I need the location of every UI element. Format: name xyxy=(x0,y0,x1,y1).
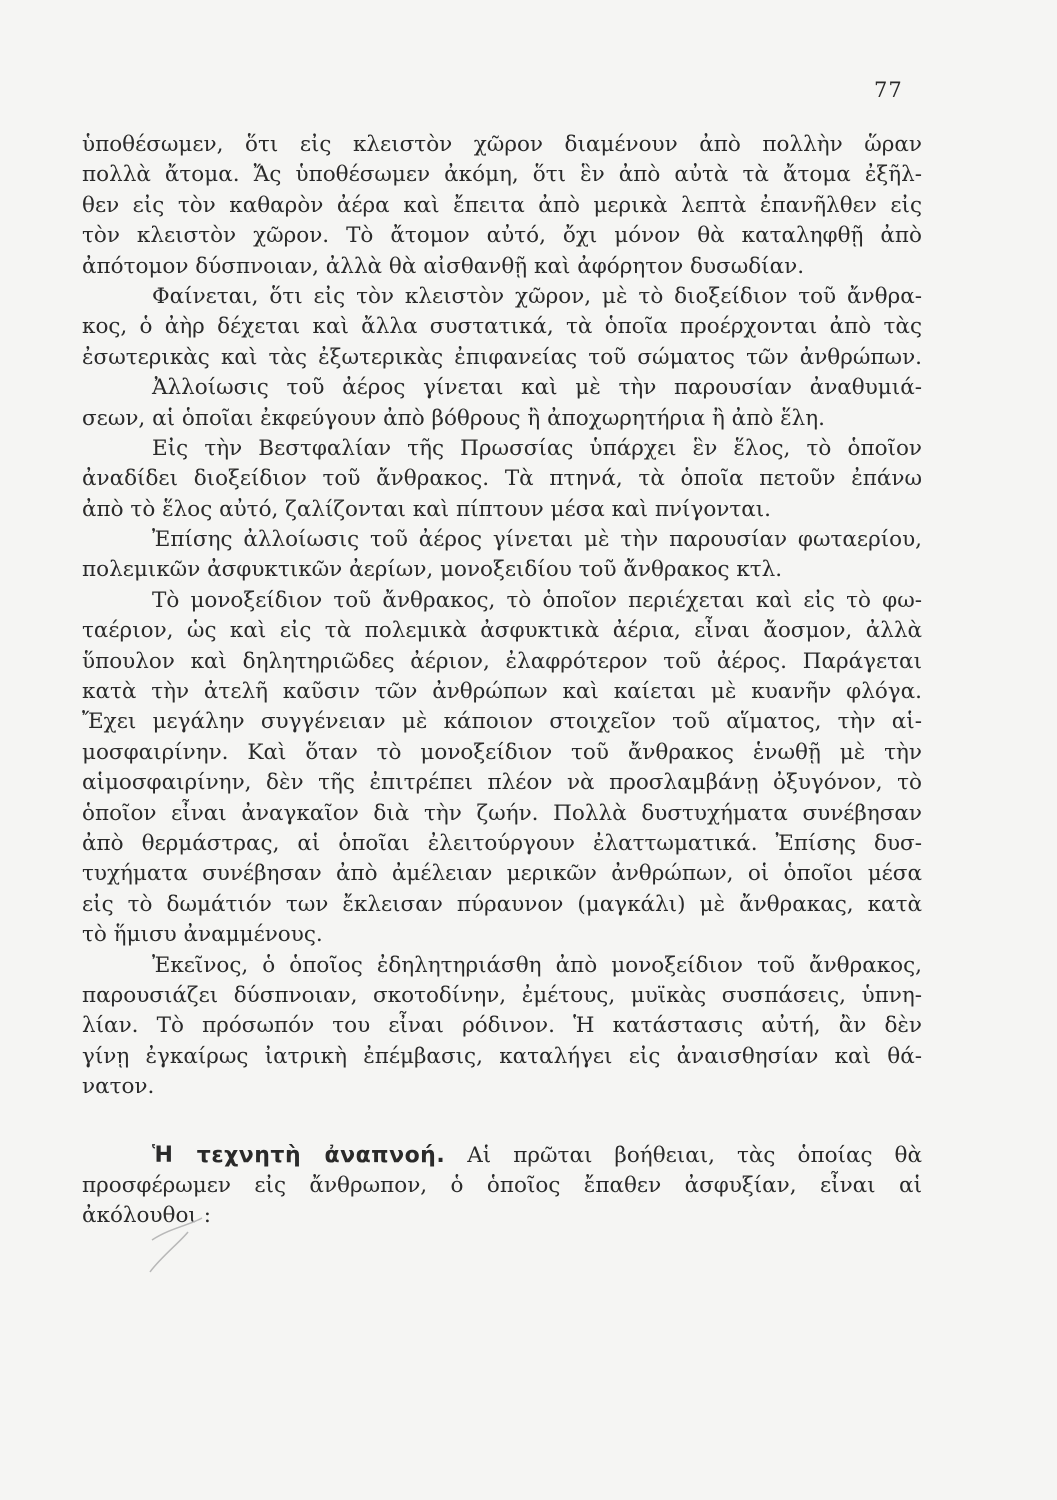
text-line: ἀναδίδει διοξείδιον τοῦ ἄνθρακος. Τὰ πτηνά, τὰ ὁποῖα πετοῦν ἐπάνω xyxy=(82,466,922,492)
text-line: τὸ ἥμισυ ἀναμμένους. xyxy=(82,922,323,948)
blank-gap xyxy=(82,1103,922,1141)
text-line: εἰς τὸ δωμάτιόν των ἔκλεισαν πύραυνον (μαγκάλι) μὲ ἄνθρακας, κατὰ xyxy=(82,891,922,917)
text-line: ἐσωτερικὰς καὶ τὰς ἐξωτερικὰς ἐπιφανείας τοῦ σώματος τῶν ἀνθρώπων. xyxy=(82,344,922,370)
paragraph-start-line: Ἐκεῖνος, ὁ ὁποῖος ἐδηλητηριάσθη ἀπὸ μονοξείδιον τοῦ ἄνθρακος, xyxy=(152,952,922,978)
text-line: προσφέρωμεν εἰς ἄνθρωπον, ὁ ὁποῖος ἔπαθεν ἀσφυξίαν, εἶναι αἱ xyxy=(82,1172,922,1198)
text-line: θεν εἰς τὸν καθαρὸν ἀέρα καὶ ἔπειτα ἀπὸ μερικὰ λεπτὰ ἐπανῆλθεν εἰς xyxy=(82,192,922,218)
text-line: πολλὰ ἄτομα. Ἄς ὑποθέσωμεν ἀκόμη, ὅτι ἓν ἀπὸ αὐτὰ τὰ ἄτομα ἐξῆλ- xyxy=(82,162,922,188)
paragraph-start-line: Εἰς τὴν Βεστφαλίαν τῆς Πρωσσίας ὑπάρχει ἓν ἕλος, τὸ ὁποῖον xyxy=(152,435,922,461)
page-number: 77 xyxy=(874,78,903,102)
text-line: τὸν κλειστὸν χῶρον. Τὸ ἄτομον αὐτό, ὄχι μόνον θὰ καταληφθῇ ἀπὸ xyxy=(82,223,922,249)
text-line: γίνῃ ἐγκαίρως ἰατρικὴ ἐπέμβασις, καταλήγει εἰς ἀναισθησίαν καὶ θά- xyxy=(82,1043,922,1069)
text-line: κατὰ τὴν ἀτελῆ καῦσιν τῶν ἀνθρώπων καὶ καίεται μὲ κυανῆν φλόγα. xyxy=(82,679,922,705)
paragraph-start-line: Τὸ μονοξείδιον τοῦ ἄνθρακος, τὸ ὁποῖον περιέχεται καὶ εἰς τὸ φω- xyxy=(152,587,922,613)
text-line: σεων, αἱ ὁποῖαι ἐκφεύγουν ἀπὸ βόθρους ἢ ἀποχωρητήρια ἢ ἀπὸ ἕλη. xyxy=(82,405,825,431)
paragraph-start-line: Ἀλλοίωσις τοῦ ἀέρος γίνεται καὶ μὲ τὴν παρουσίαν ἀναθυμιά- xyxy=(152,375,922,401)
paragraph-start-line: Φαίνεται, ὅτι εἰς τὸν κλειστὸν χῶρον, μὲ τὸ διοξείδιον τοῦ ἄνθρα- xyxy=(152,283,922,309)
pencil-mark xyxy=(140,1210,240,1280)
text-line: ἀκόλουθοι : xyxy=(82,1203,211,1229)
text-line: κος, ὁ ἀὴρ δέχεται καὶ ἄλλα συστατικά, τὰ ὁποῖα προέρχονται ἀπὸ τὰς xyxy=(82,314,922,340)
text-line: ὁποῖον εἶναι ἀναγκαῖον διὰ τὴν ζωήν. Πολλὰ δυστυχήματα συνέβησαν xyxy=(82,800,922,826)
body-text xyxy=(82,130,922,1232)
text-line: ἀπότομον δύσπνοιαν, ἀλλὰ θὰ αἰσθανθῇ καὶ ἀφόρητον δυσωδίαν. xyxy=(82,253,805,279)
section-first-line xyxy=(82,1141,922,1171)
text-line: ἀπὸ τὸ ἕλος αὐτό, ζαλίζονται καὶ πίπτουν μέσα καὶ πνίγονται. xyxy=(82,496,772,522)
section-text: Αἱ πρῶται βοήθειαι, τὰς ὁποίας θὰ xyxy=(467,1142,923,1168)
text-line: αἱμοσφαιρίνην, δὲν τῆς ἐπιτρέπει πλέον νὰ προσλαμβάνῃ ὀξυγόνον, τὸ xyxy=(82,770,922,796)
text-line: ἀπὸ θερμάστρας, αἱ ὁποῖαι ἐλειτούργουν ἐλαττωματικά. Ἐπίσης δυσ- xyxy=(82,830,922,856)
text-line: λίαν. Τὸ πρόσωπόν του εἶναι ρόδινον. Ἡ κατάστασις αὐτή, ἂν δὲν xyxy=(82,1013,922,1039)
text-line: μοσφαιρίνην. Καὶ ὅταν τὸ μονοξείδιον τοῦ ἄνθρακος ἑνωθῇ μὲ τὴν xyxy=(82,739,922,765)
text-line: πολεμικῶν ἀσφυκτικῶν ἀερίων, μονοξειδίου τοῦ ἄνθρακος κτλ. xyxy=(82,557,783,583)
text-line: ὕπουλον καὶ δηλητηριῶδες ἀέριον, ἐλαφρότερον τοῦ ἀέρος. Παράγεται xyxy=(82,648,922,674)
text-line: ὑποθέσωμεν, ὅτι εἰς κλειστὸν χῶρον διαμένουν ἀπὸ πολλὴν ὥραν xyxy=(82,132,922,157)
paragraph-start-line: Ἐπίσης ἀλλοίωσις τοῦ ἀέρος γίνεται μὲ τὴν παρουσίαν φωταερίου, xyxy=(152,527,922,553)
text-line: παρουσιάζει δύσπνοιαν, σκοτοδίνην, ἐμέτους, μυϊκὰς συσπάσεις, ὑπνη- xyxy=(82,982,922,1008)
text-line: τυχήματα συνέβησαν ἀπὸ ἀμέλειαν μερικῶν ἀνθρώπων, οἱ ὁποῖοι μέσα xyxy=(82,861,922,887)
text-line: ταέριον, ὡς καὶ εἰς τὰ πολεμικὰ ἀσφυκτικὰ ἀέρια, εἶναι ἄοσμον, ἀλλὰ xyxy=(82,618,922,644)
section-heading: Ἡ τεχνητὴ ἀναπνοή. xyxy=(152,1142,446,1168)
text-line: Ἔχει μεγάλην συγγένειαν μὲ κάποιον στοιχεῖον τοῦ αἵματος, τὴν αἱ- xyxy=(82,709,922,735)
text-line: νατον. xyxy=(82,1074,155,1100)
